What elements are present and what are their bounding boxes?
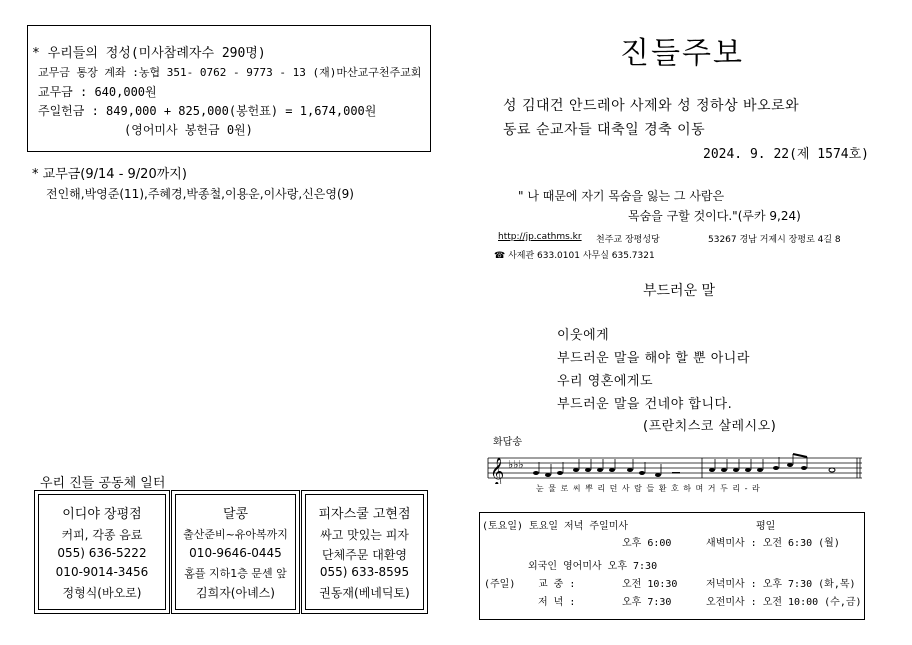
music-notes (533, 463, 835, 477)
flat-signs-icon: ♭♭♭ (508, 458, 524, 471)
music-staff (484, 452, 864, 484)
ad-name: 이디야 장평점 (62, 507, 142, 522)
offering-account: 교무금 통장 계좌 :농협 351- 0762 - 9773 - 13 (재)마산교구천주교회 (38, 66, 422, 79)
mass-school-time: 오전 10:30 (622, 579, 678, 590)
psalm-lyrics: 눈 물 로 씨 뿌 리 던 사 람 들 환 호 하 며 거 두 리 - 라 (536, 484, 761, 493)
mass-schedule (479, 512, 865, 620)
donations-names: 전인해,박영준(11),주혜경,박종철,이용운,이사랑,신은영(9) (46, 187, 354, 201)
meditation-line: 부드러운 말을 해야 할 뿐 아니라 (557, 351, 750, 366)
gospel-quote-line2: 목숨을 구할 것이다."(루카 9,24) (628, 209, 801, 223)
ad-phone: 055) 636-5222 (57, 546, 147, 560)
offering-tithe: 교무금 : 640,000원 (38, 85, 157, 99)
parish-url[interactable]: http://jp.cathms.kr (498, 232, 582, 242)
donations-heading: * 교무금(9/14 - 9/20까지) (32, 167, 187, 182)
meditation-title: 부드러운 말 (643, 283, 716, 299)
bulletin-title: 진들주보 (620, 36, 744, 71)
ad-card (34, 490, 170, 614)
ad-phone: 010-9014-3456 (55, 565, 149, 579)
meditation-line: 우리 영혼에게도 (557, 374, 654, 389)
ad-phone: 055) 633-8595 (319, 565, 410, 579)
ad-name: 달콩 (222, 507, 249, 522)
parish-phones: ☎ 사제관 633.0101 사무실 635.7321 (494, 251, 655, 261)
ad-line: 출산준비~유아복까지 (183, 528, 288, 541)
meditation-author: (프란치스코 살레시오) (643, 419, 777, 434)
ad-line: 홈플 지하1층 문센 앞 (184, 567, 287, 580)
ad-phone: 010-9646-0445 (189, 546, 282, 560)
parish-name: 천주교 장평성당 (596, 235, 660, 245)
offering-heading: * 우리들의 정성(미사참례자수 290명) (32, 46, 266, 61)
ad-card (301, 490, 428, 614)
ad-name: 피자스쿨 고현점 (318, 507, 411, 522)
bulletin-date: 2024. 9. 22(제 1574호) (703, 147, 869, 162)
mass-night-time: 오후 7:30 (622, 597, 672, 608)
meditation-line: 부드러운 말을 건네야 합니다. (557, 397, 733, 412)
psalm-label: 화답송 (493, 437, 522, 448)
mass-school-label: 교 중 : (538, 579, 576, 590)
gospel-quote-line1: " 나 때문에 자기 목숨을 잃는 그 사람은 (518, 189, 725, 203)
ad-line: 커피, 각종 음료 (61, 528, 143, 542)
ad-owner: 김희자(아녜스) (196, 586, 275, 600)
ad-owner: 정형식(바오로) (62, 586, 142, 600)
mass-evening-weekday: 저녁미사 : 오후 7:30 (화,목) (706, 579, 856, 590)
feast-line2: 동료 순교자들 대축일 경축 이동 (503, 122, 706, 138)
feast-line1: 성 김대건 안드레아 사제와 성 정하상 바오로와 (503, 98, 800, 114)
parish-address: 53267 경남 거제시 장평로 4길 8 (708, 235, 841, 245)
mass-sat-label: (토요일) 토요일 저녁 주일미사 (482, 521, 629, 532)
ad-line: 단체주문 대환영 (322, 548, 407, 562)
offering-english-mass: (영어미사 봉헌금 0원) (124, 123, 253, 137)
mass-sun-label: (주일) (484, 579, 516, 590)
treble-clef-icon: 𝄞 (490, 457, 505, 484)
offering-sunday: 주일헌금 : 849,000 + 825,000(봉헌표) = 1,674,000원 (38, 104, 377, 118)
mass-morning-weekday: 오전미사 : 오전 10:00 (수,금) (706, 597, 862, 608)
offering-box (27, 25, 431, 152)
meditation-line: 이웃에게 (557, 328, 610, 343)
ad-line: 싸고 맛있는 피자 (320, 528, 409, 542)
mass-dawn: 새벽미사 : 오전 6:30 (월) (706, 538, 840, 549)
mass-foreign: 외국인 영어미사 오후 7:30 (528, 561, 658, 572)
community-title: 우리 진들 공동체 일터 (40, 476, 166, 491)
mass-sat-time: 오후 6:00 (622, 538, 672, 549)
ad-card (171, 490, 300, 614)
mass-weekday-label: 평일 (756, 521, 776, 532)
ad-owner: 권동재(베네딕토) (319, 586, 410, 600)
mass-night-label: 저 녁 : (538, 597, 576, 608)
